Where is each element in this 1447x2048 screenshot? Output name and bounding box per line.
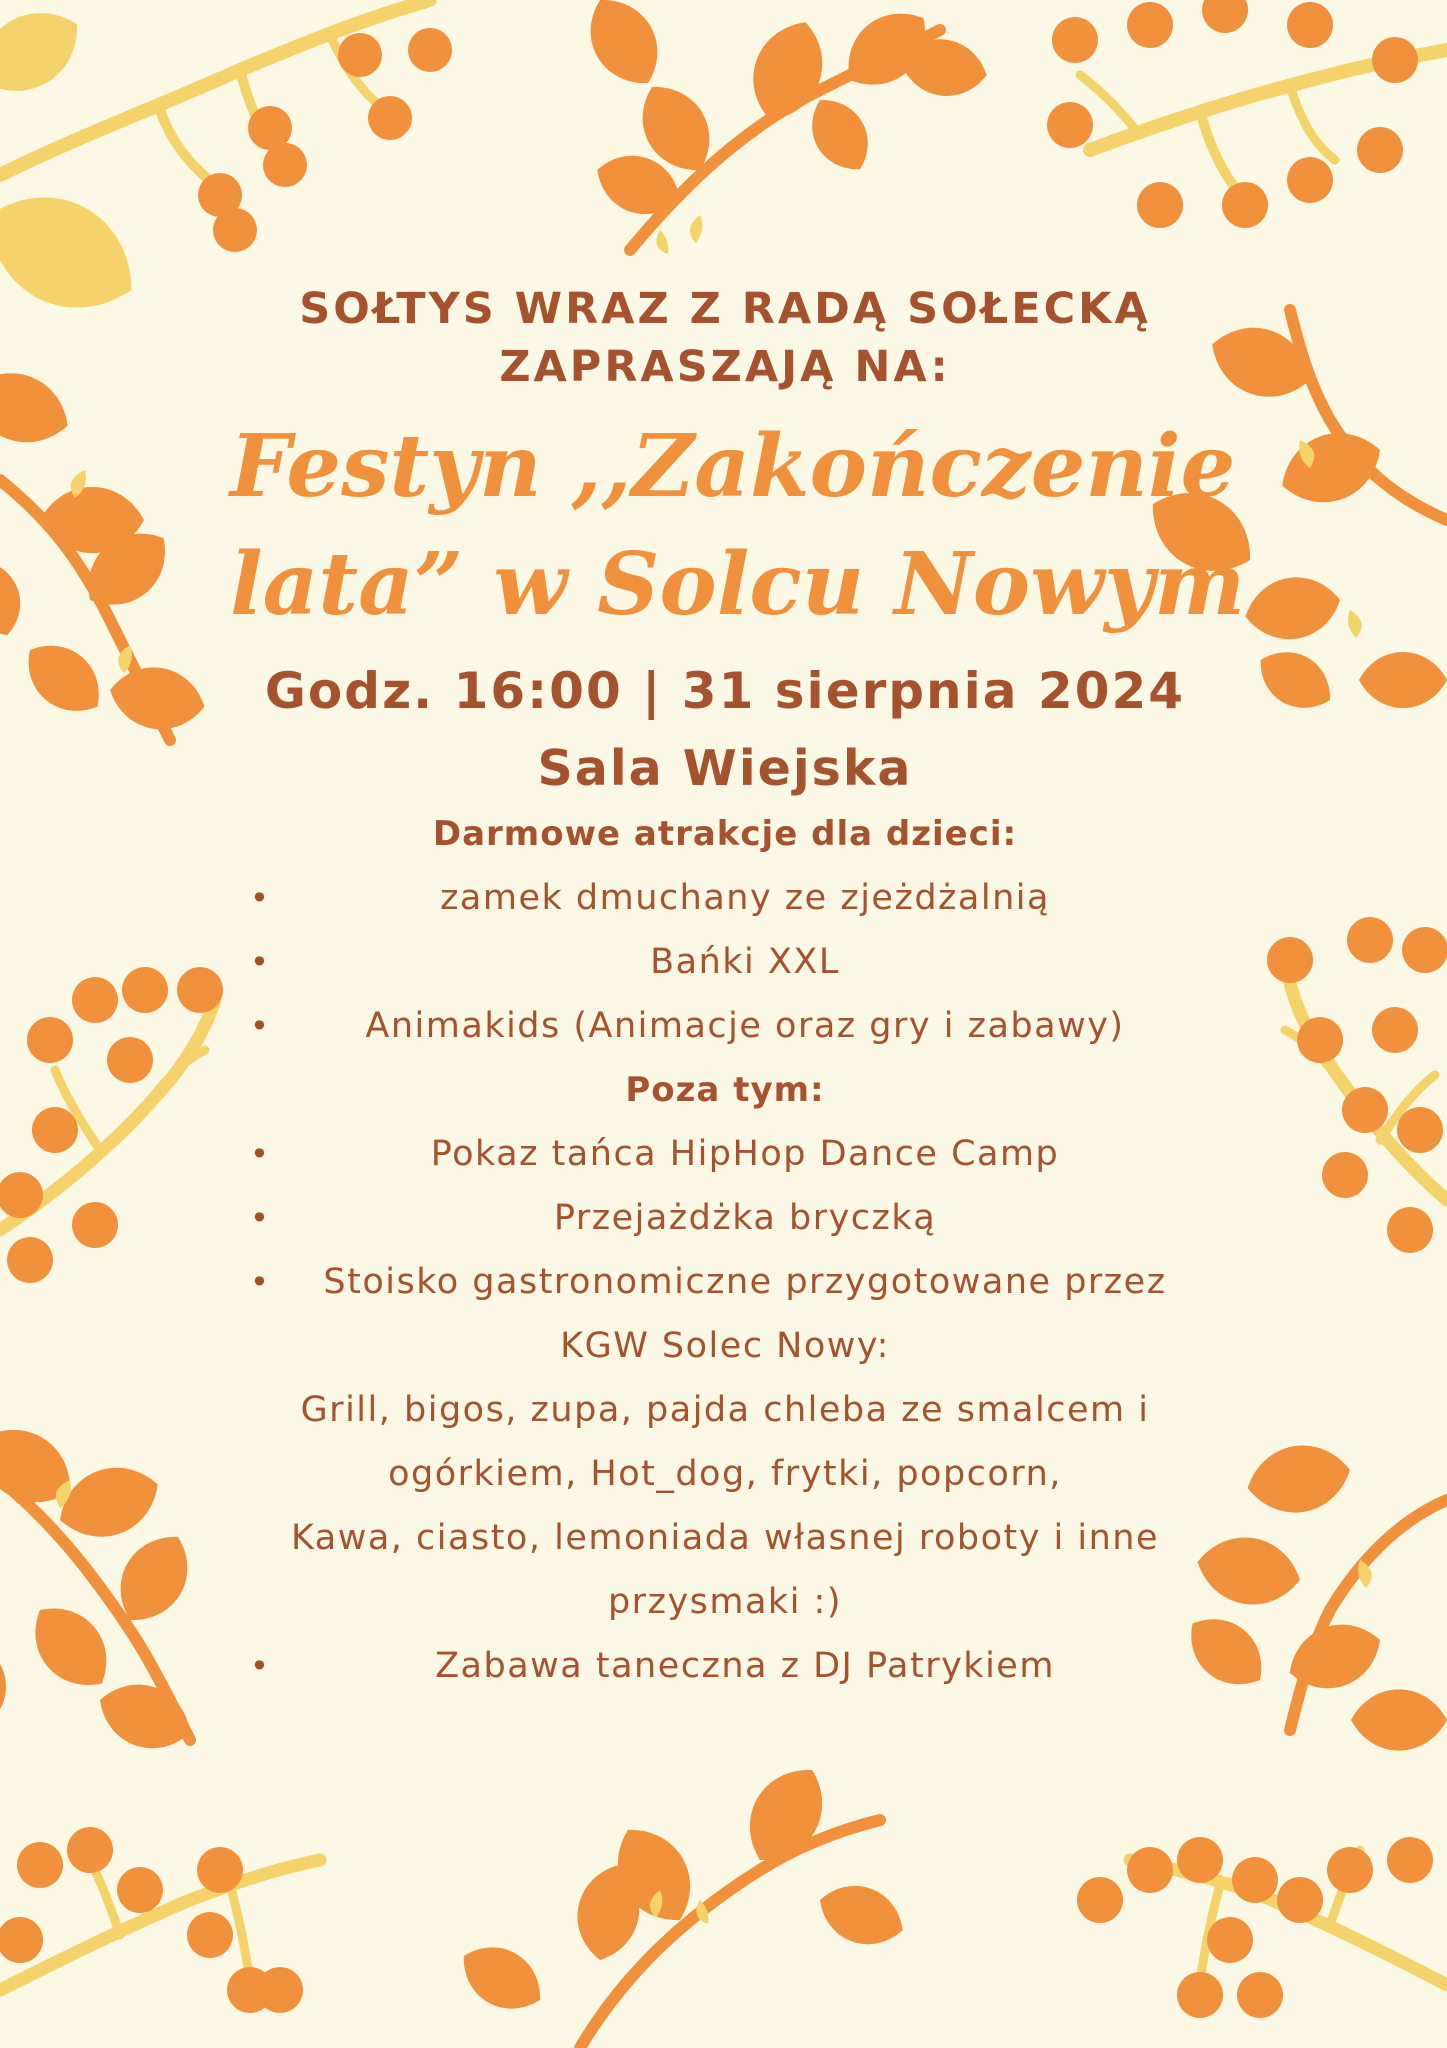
berry xyxy=(1372,37,1418,83)
berry xyxy=(0,1917,43,1963)
berry xyxy=(368,96,412,140)
branch-stem xyxy=(160,110,215,185)
berry xyxy=(1357,127,1403,173)
event-title-line-2: lata” w Solcu Nowym xyxy=(230,534,1246,635)
leaf xyxy=(1240,570,1345,647)
leaf xyxy=(105,660,210,737)
berry xyxy=(67,1827,113,1873)
berry xyxy=(1402,927,1447,973)
berry xyxy=(1287,157,1333,203)
berry xyxy=(1287,2,1333,48)
berry xyxy=(1127,1847,1173,1893)
berry xyxy=(1237,1972,1283,2018)
list-item: • Pokaz tańca HipHop Dance Camp xyxy=(230,1122,1220,1186)
final-attraction-list xyxy=(230,1634,1220,1698)
berry xyxy=(1347,917,1393,963)
kids-attractions-heading: Darmowe atrakcje dla dzieci: xyxy=(432,814,1018,854)
leaf xyxy=(0,551,31,644)
berry xyxy=(1297,1017,1343,1063)
petal xyxy=(656,230,668,254)
stall-continuation: KGW Solec Nowy: xyxy=(560,1326,890,1366)
petal xyxy=(690,215,702,243)
header-line-1: SOŁTYS WRAZ Z RADĄ SOŁECKĄ xyxy=(299,284,1151,334)
leaf xyxy=(12,629,115,729)
event-title-line-1: Festyn ,,Zakończenie xyxy=(230,416,1236,517)
branch-stem xyxy=(1290,85,1335,160)
berry xyxy=(1077,1877,1123,1923)
berry xyxy=(1397,1107,1443,1153)
berry xyxy=(117,1867,163,1913)
event-venue: Sala Wiejska xyxy=(537,740,913,797)
berry xyxy=(27,1017,73,1063)
berry xyxy=(1177,1837,1223,1883)
branch-stem xyxy=(1290,1500,1447,1730)
berry xyxy=(1267,937,1313,983)
branch-stem xyxy=(230,1885,250,1980)
berry xyxy=(32,1107,78,1153)
food-line: przysmaki :) xyxy=(607,1582,843,1622)
leaf xyxy=(1351,1689,1447,1750)
leaf xyxy=(450,1932,554,2025)
list-item: • Stoisko gastronomiczne przygotowane przez xyxy=(230,1250,1220,1314)
berry xyxy=(1387,1207,1433,1253)
list-item: • Animakids (Animacje oraz gry i zabawy) xyxy=(230,994,1220,1058)
kids-attractions-list xyxy=(230,866,1220,1058)
leaf xyxy=(1242,1437,1356,1520)
list-item: • Zabawa taneczna z DJ Patrykiem xyxy=(230,1634,1220,1698)
event-datetime: Godz. 16:00 | 31 sierpnia 2024 xyxy=(264,662,1186,720)
berry xyxy=(122,967,168,1013)
list-item: • Przejażdżka bryczką xyxy=(230,1186,1220,1250)
berry xyxy=(1137,182,1183,228)
leaf xyxy=(1359,652,1447,708)
berry xyxy=(7,1237,53,1283)
branch-stem xyxy=(1200,110,1240,195)
leaf xyxy=(90,1671,201,1761)
berry xyxy=(213,208,257,252)
berry xyxy=(408,28,452,72)
leaf xyxy=(0,1635,13,1731)
branch-stem xyxy=(150,1050,205,1100)
leaf xyxy=(0,170,155,335)
berry xyxy=(1327,1847,1373,1893)
leaf xyxy=(1271,419,1391,517)
berry xyxy=(17,1842,63,1888)
berry xyxy=(1222,182,1268,228)
leaf xyxy=(810,1874,912,1957)
berry xyxy=(1277,1877,1323,1923)
berry xyxy=(197,1847,243,1893)
berry xyxy=(248,106,292,150)
extra-attractions-list xyxy=(230,1122,1220,1314)
berry xyxy=(1052,17,1098,63)
berry xyxy=(72,1202,118,1248)
organizer-header xyxy=(230,280,1220,396)
header-line-2: ZAPRASZAJĄ NA: xyxy=(499,342,951,392)
leaf xyxy=(573,0,674,98)
food-line: ogórkiem, Hot_dog, frytki, popcorn, xyxy=(388,1454,1062,1494)
event-title xyxy=(230,408,1246,644)
berry xyxy=(177,967,223,1013)
extra-attractions-heading: Poza tym: xyxy=(625,1070,825,1110)
berry xyxy=(1232,1857,1278,1903)
food-line: Grill, bigos, zupa, pajda chleba ze smalcem i xyxy=(300,1390,1150,1430)
berry xyxy=(1372,1007,1418,1053)
berry xyxy=(1387,1837,1433,1883)
berry xyxy=(1322,1152,1368,1198)
berry xyxy=(1202,0,1248,33)
leaf xyxy=(0,359,79,457)
berry xyxy=(187,1912,233,1958)
berry xyxy=(1047,102,1093,148)
berry xyxy=(1127,2,1173,48)
berry xyxy=(257,1967,303,2013)
leaf xyxy=(1248,638,1343,722)
leaf xyxy=(0,0,95,111)
poster-content xyxy=(230,280,1246,1698)
berry xyxy=(338,33,382,77)
list-item: • zamek dmuchany ze zjeżdżalnią xyxy=(230,866,1220,930)
list-item: • Bańki XXL xyxy=(230,930,1220,994)
berry xyxy=(1177,1972,1223,2018)
berry xyxy=(1342,1087,1388,1133)
berry xyxy=(107,1037,153,1083)
petal xyxy=(1348,610,1362,638)
berry xyxy=(1207,1917,1253,1963)
berry xyxy=(72,977,118,1023)
food-line: Kawa, ciasto, lemoniada własnej roboty i inne xyxy=(290,1518,1160,1558)
